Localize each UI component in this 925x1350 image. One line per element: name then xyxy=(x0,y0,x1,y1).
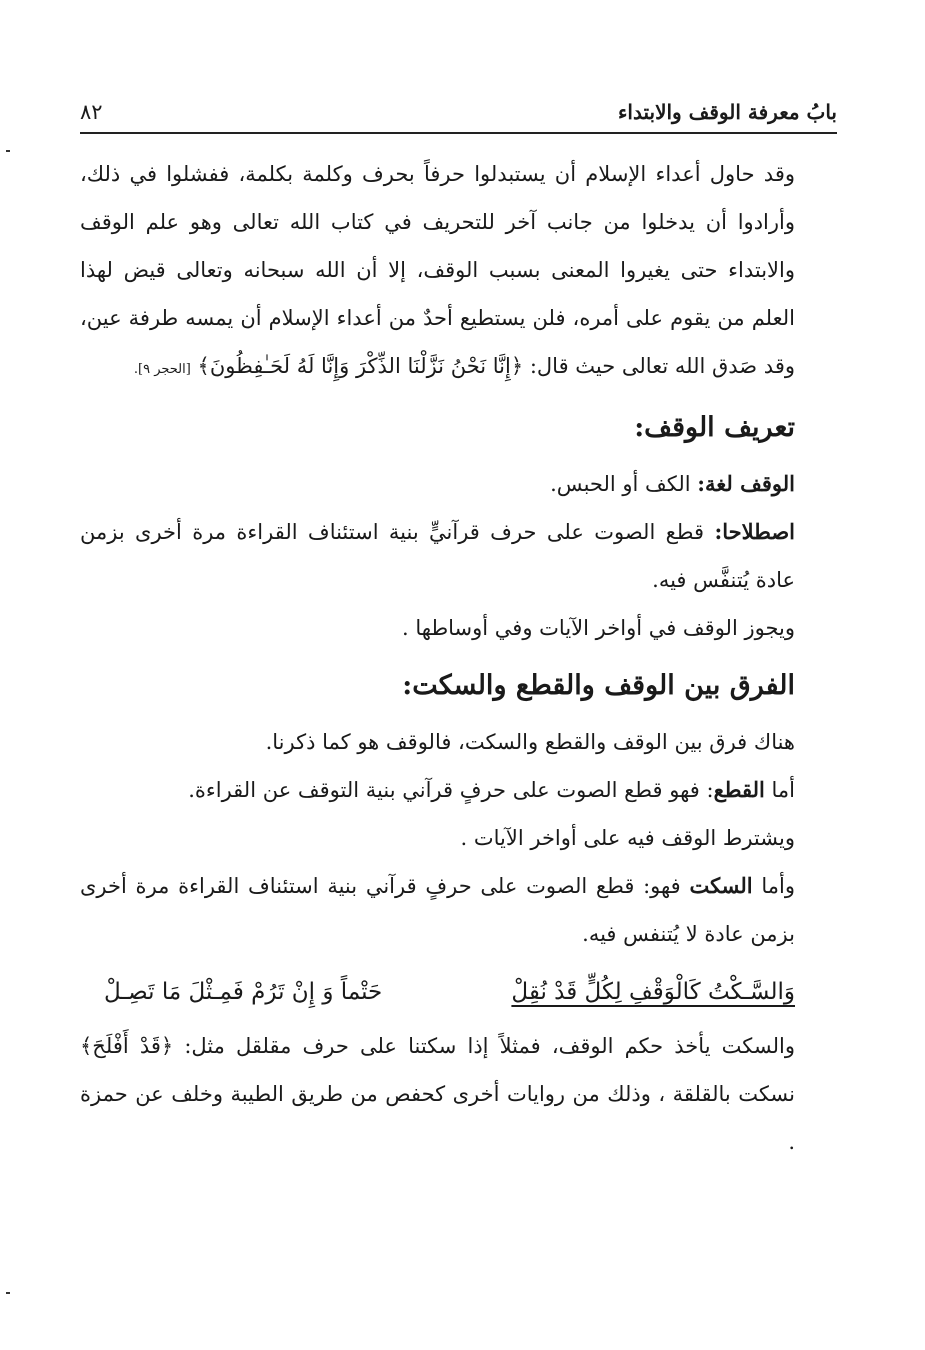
term-qat: القطع xyxy=(713,777,765,802)
quran-verse: ﴿إِنَّا نَحْنُ نَزَّلْنَا الذِّكْرَ وَإِنَّا لَهُ لَحَـٰفِظُونَ﴾ xyxy=(197,354,524,378)
term-technical: اصطلاحا: xyxy=(714,519,795,544)
margin-mark xyxy=(6,1292,10,1294)
poem-first-hemistich: وَالسَّـكْتُ كَالْوَقْفِ لِكُلٍّ قَدْ نُقِلْ xyxy=(511,979,795,1005)
definition-linguistic-text: الكف أو الحبس. xyxy=(550,472,698,496)
running-title: بابُ معرفة الوقف والابتداء xyxy=(618,100,837,124)
definition-note: ويجوز الوقف في أواخر الآيات وفي أوساطها . xyxy=(402,616,795,640)
qat-paragraph xyxy=(80,766,795,814)
page-number: ٨٢ xyxy=(80,100,103,124)
sakt-prefix: وأما xyxy=(752,874,795,898)
margin-mark xyxy=(6,150,10,152)
sakt-text: فهو: قطع الصوت على حرفٍ قرآني بنية استئناف القراءة مرة أخرى بزمن عادة لا يُتنفس فيه. xyxy=(80,874,795,946)
qat-condition: ويشترط الوقف فيه على أواخر الآيات . xyxy=(460,826,795,850)
difference-intro: هناك فرق بين الوقف والقطع والسكت، فالوقف هو كما ذكرنا. xyxy=(265,730,795,754)
heading-difference: الفرق بين الوقف والقطع والسكت: xyxy=(402,670,795,701)
heading-waqf-definition: تعريف الوقف: xyxy=(634,412,795,443)
definition-linguistic xyxy=(80,460,795,508)
intro-text: وقد حاول أعداء الإسلام أن يستبدلوا حرفاً بحرف وكلمة بكلمة، ففشلوا في ذلك، وأرادوا أن يدخلوا من جانب آخر للتحريف في كتاب الله تعالى وهو علم الوقف والابتداء حتى يغيروا المعنى بسبب الوقف، إلا أن الله سبحانه وتعالى قيض لهذا العلم من يقوم على أمره، فلن يستطيع أحدٌ من أعداء الإسلام أن يمسه طرفة عين، وقد صَدق الله تعالى حيث قال: xyxy=(80,162,795,378)
definition-technical-text: قطع الصوت على حرف قرآنيٍّ بنية استئناف القراءة مرة أخرى بزمن عادة يُتنفَّس فيه. xyxy=(80,520,795,592)
closing-text-a: والسكت يأخذ حكم الوقف، فمثلاً إذا سكتنا على حرف مقلقل مثل: xyxy=(173,1034,795,1058)
closing-text-b: نسكت بالقلقة ، وذلك من روايات أخرى كحفص من طريق الطيبة وخلف عن حمزة . xyxy=(80,1082,795,1154)
running-header xyxy=(80,92,837,134)
qat-prefix: أما xyxy=(764,778,795,802)
definition-technical xyxy=(80,508,795,604)
closing-paragraph xyxy=(80,1022,795,1166)
closing-verse: ﴿قَدْ أَفْلَحَ﴾ xyxy=(80,1034,174,1058)
term-linguistic: الوقف لغة: xyxy=(697,471,795,496)
sakt-paragraph xyxy=(80,862,795,958)
poem-second-hemistich: حَتْماً وَ إِنْ تَرُمْ فَمِـثْلَ مَا تَصِـلْ xyxy=(104,979,383,1005)
poem-verse xyxy=(80,968,795,1016)
term-sakt: السكت xyxy=(689,873,753,898)
intro-paragraph xyxy=(80,150,795,394)
page-body xyxy=(80,150,795,1166)
qat-text: : فهو قطع الصوت على حرفٍ قرآني بنية التوقف عن القراءة. xyxy=(188,778,714,802)
verse-reference: [الحجر ٩]. xyxy=(133,362,191,377)
